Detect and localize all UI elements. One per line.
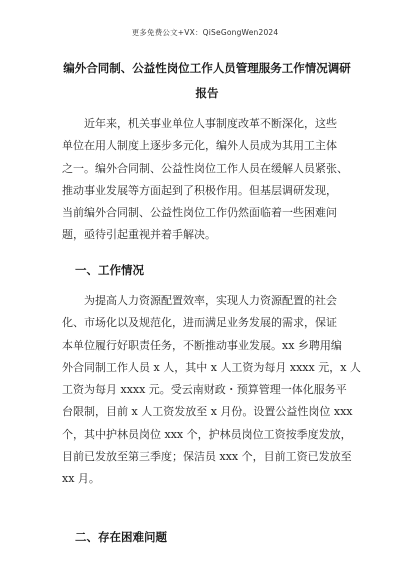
paragraph-line: 近年来，机关事业单位人事制度改革不断深化，这些	[62, 117, 337, 130]
paragraph-line: 当前编外合同制、公益性岗位工作仍然面临着一些困难问	[62, 206, 337, 220]
intro-paragraph	[62, 113, 352, 247]
paragraph-line: 本单位履行好职责任务，不断推动事业发展。xx 乡聘用编	[62, 338, 342, 352]
section-heading-work-status: 一、工作情况	[75, 263, 144, 277]
paragraph-line: 外合同制工作人员 x 人，其中 x 人工资为每月 xxxx 元，x 人	[62, 360, 361, 374]
document-title	[62, 56, 352, 106]
title-line-1: 编外合同制、公益性岗位工作人员管理服务工作情况调研	[63, 61, 351, 75]
paragraph-line: 单位在用人制度上逐步多元化，编外人员成为其用工主体	[62, 139, 337, 153]
paragraph-line: 为提高人力资源配置效率，实现人力资源配置的社会	[62, 294, 337, 307]
paragraph-line: 题，亟待引起重视并着手解决。	[62, 228, 216, 242]
paragraph-line: 之一。编外合同制、公益性岗位工作人员在缓解人员紧张、	[62, 161, 348, 175]
paragraph-line: 化、市场化以及规范化，进而满足业务发展的需求，保证	[62, 316, 337, 330]
work-status-paragraph	[62, 290, 361, 491]
title-line-2: 报告	[195, 86, 219, 100]
paragraph-line: 工资为每月 xxxx 元。受云南财政・预算管理一体化服务平	[62, 383, 347, 397]
paragraph-line: 推动事业发展等方面起到了积极作用。但基层调研发现，	[62, 183, 337, 197]
paragraph-line: 台限制，目前 x 人工资发放至 x 月份。设置公益性岗位 xxx	[62, 405, 353, 419]
header-note: 更多免费公文+VX：QiSeGongWen2024	[131, 28, 279, 37]
paragraph-line: xx 月。	[62, 472, 100, 486]
section-heading-difficulties: 二、存在困难问题	[75, 530, 167, 544]
paragraph-line: 目前已发放至第三季度；保洁员 xxx 个，目前工资已发放至	[62, 450, 352, 464]
paragraph-line: 个，其中护林员岗位 xxx 个，护林员岗位工资按季度发放，	[62, 427, 352, 441]
